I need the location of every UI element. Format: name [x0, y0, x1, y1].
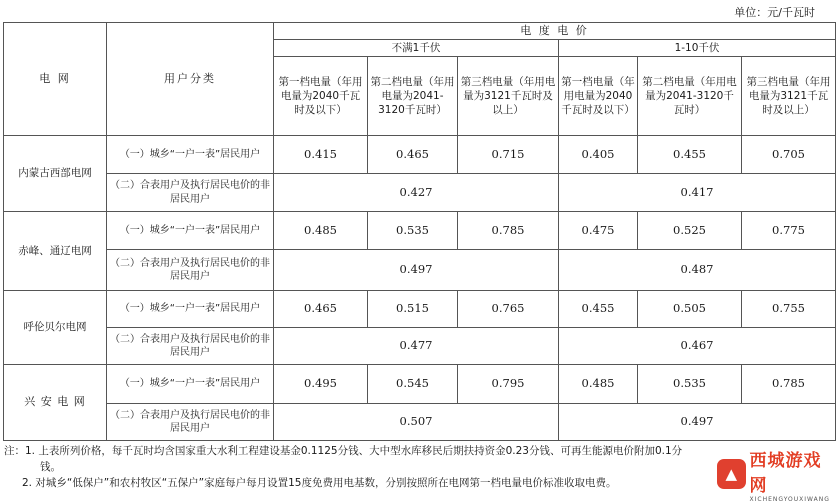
price-cell: 0.495: [274, 365, 368, 404]
price-cell: 0.785: [742, 365, 836, 404]
price-cell: 0.427: [274, 174, 559, 212]
price-cell: 0.535: [638, 365, 742, 404]
price-cell: 0.417: [559, 174, 836, 212]
category-residential: （一）城乡“一户一表”居民用户: [107, 136, 274, 174]
note-1-cont: 钱。: [40, 461, 61, 473]
electricity-price-table: [3, 22, 836, 441]
header-voltage-low: 不满1千伏: [274, 40, 559, 57]
header-category: 用户分类: [107, 23, 274, 136]
price-cell: 0.497: [274, 250, 559, 291]
header-tier: 第三档电量（年用电量为3121千瓦时及以上）: [458, 57, 559, 136]
grid-name: 呼伦贝尔电网: [4, 291, 107, 365]
price-cell: 0.467: [559, 328, 836, 365]
header-tier: 第一档电量（年用电量为2040千瓦时及以下）: [274, 57, 368, 136]
category-shared: （二）合表用户及执行居民电价的非居民用户: [107, 404, 274, 441]
watermark-name: 西城游戏网: [749, 450, 822, 496]
table-row: [4, 328, 836, 365]
unit-label: 单位：元/千瓦时: [734, 6, 815, 19]
price-cell: 0.465: [274, 291, 368, 328]
price-cell: 0.785: [458, 212, 559, 250]
price-cell: 0.485: [559, 365, 638, 404]
grid-name: 赤峰、通辽电网: [4, 212, 107, 291]
watermark-sub: XICHENGYOUXIWANG: [749, 495, 830, 503]
price-cell: 0.497: [559, 404, 836, 441]
price-cell: 0.775: [742, 212, 836, 250]
price-cell: 0.477: [274, 328, 559, 365]
price-cell: 0.475: [559, 212, 638, 250]
table-row: [4, 250, 836, 291]
price-cell: 0.507: [274, 404, 559, 441]
price-cell: 0.485: [274, 212, 368, 250]
grid-name: 内蒙古西部电网: [4, 136, 107, 212]
category-residential: （一）城乡“一户一表”居民用户: [107, 212, 274, 250]
grid-name: 兴 安 电 网: [4, 365, 107, 441]
table-row: [4, 404, 836, 441]
price-cell: 0.705: [742, 136, 836, 174]
price-cell: 0.545: [368, 365, 458, 404]
header-tier: 第一档电量（年用电量为2040千瓦时及以下）: [559, 57, 638, 136]
price-cell: 0.755: [742, 291, 836, 328]
category-shared: （二）合表用户及执行居民电价的非居民用户: [107, 174, 274, 212]
category-residential: （一）城乡“一户一表”居民用户: [107, 365, 274, 404]
price-cell: 0.405: [559, 136, 638, 174]
price-cell: 0.765: [458, 291, 559, 328]
table-row: [4, 136, 836, 174]
notes: [4, 443, 836, 491]
price-cell: 0.715: [458, 136, 559, 174]
header-tier: 第三档电量（年用电量为3121千瓦时及以上）: [742, 57, 836, 136]
price-cell: 0.455: [559, 291, 638, 328]
table-row: [4, 291, 836, 328]
header-voltage-high: 1-10千伏: [559, 40, 836, 57]
price-cell: 0.487: [559, 250, 836, 291]
header-tier: 第二档电量（年用电量为2041-3120千瓦时）: [368, 57, 458, 136]
price-cell: 0.505: [638, 291, 742, 328]
note-1: 注：1. 上表所列价格，每千瓦时均含国家重大水利工程建设基金0.1125分钱、大中型水库移民后期扶持资金0.23分钱、可再生能源电价附加0.1分: [4, 445, 683, 457]
price-cell: 0.455: [638, 136, 742, 174]
category-shared: （二）合表用户及执行居民电价的非居民用户: [107, 328, 274, 365]
logo-mark-icon: ▲: [717, 459, 746, 489]
price-cell: 0.515: [368, 291, 458, 328]
header-grid: 电 网: [4, 23, 107, 136]
category-residential: （一）城乡“一户一表”居民用户: [107, 291, 274, 328]
price-cell: 0.795: [458, 365, 559, 404]
table-row: [4, 212, 836, 250]
price-cell: 0.535: [368, 212, 458, 250]
price-cell: 0.415: [274, 136, 368, 174]
price-cell: 0.465: [368, 136, 458, 174]
price-cell: 0.525: [638, 212, 742, 250]
table-row: [4, 365, 836, 404]
table-row: [4, 174, 836, 212]
watermark-logo: [717, 450, 835, 503]
header-price: 电 度 电 价: [274, 23, 836, 40]
header-tier: 第二档电量（年用电量为2041-3120千瓦时）: [638, 57, 742, 136]
category-shared: （二）合表用户及执行居民电价的非居民用户: [107, 250, 274, 291]
note-2: 2. 对城乡“低保户”和农村牧区“五保户”家庭每户每月设置15度免费用电基数，分别按照所在电网第一档电量电价标准收取电费。: [22, 477, 617, 489]
